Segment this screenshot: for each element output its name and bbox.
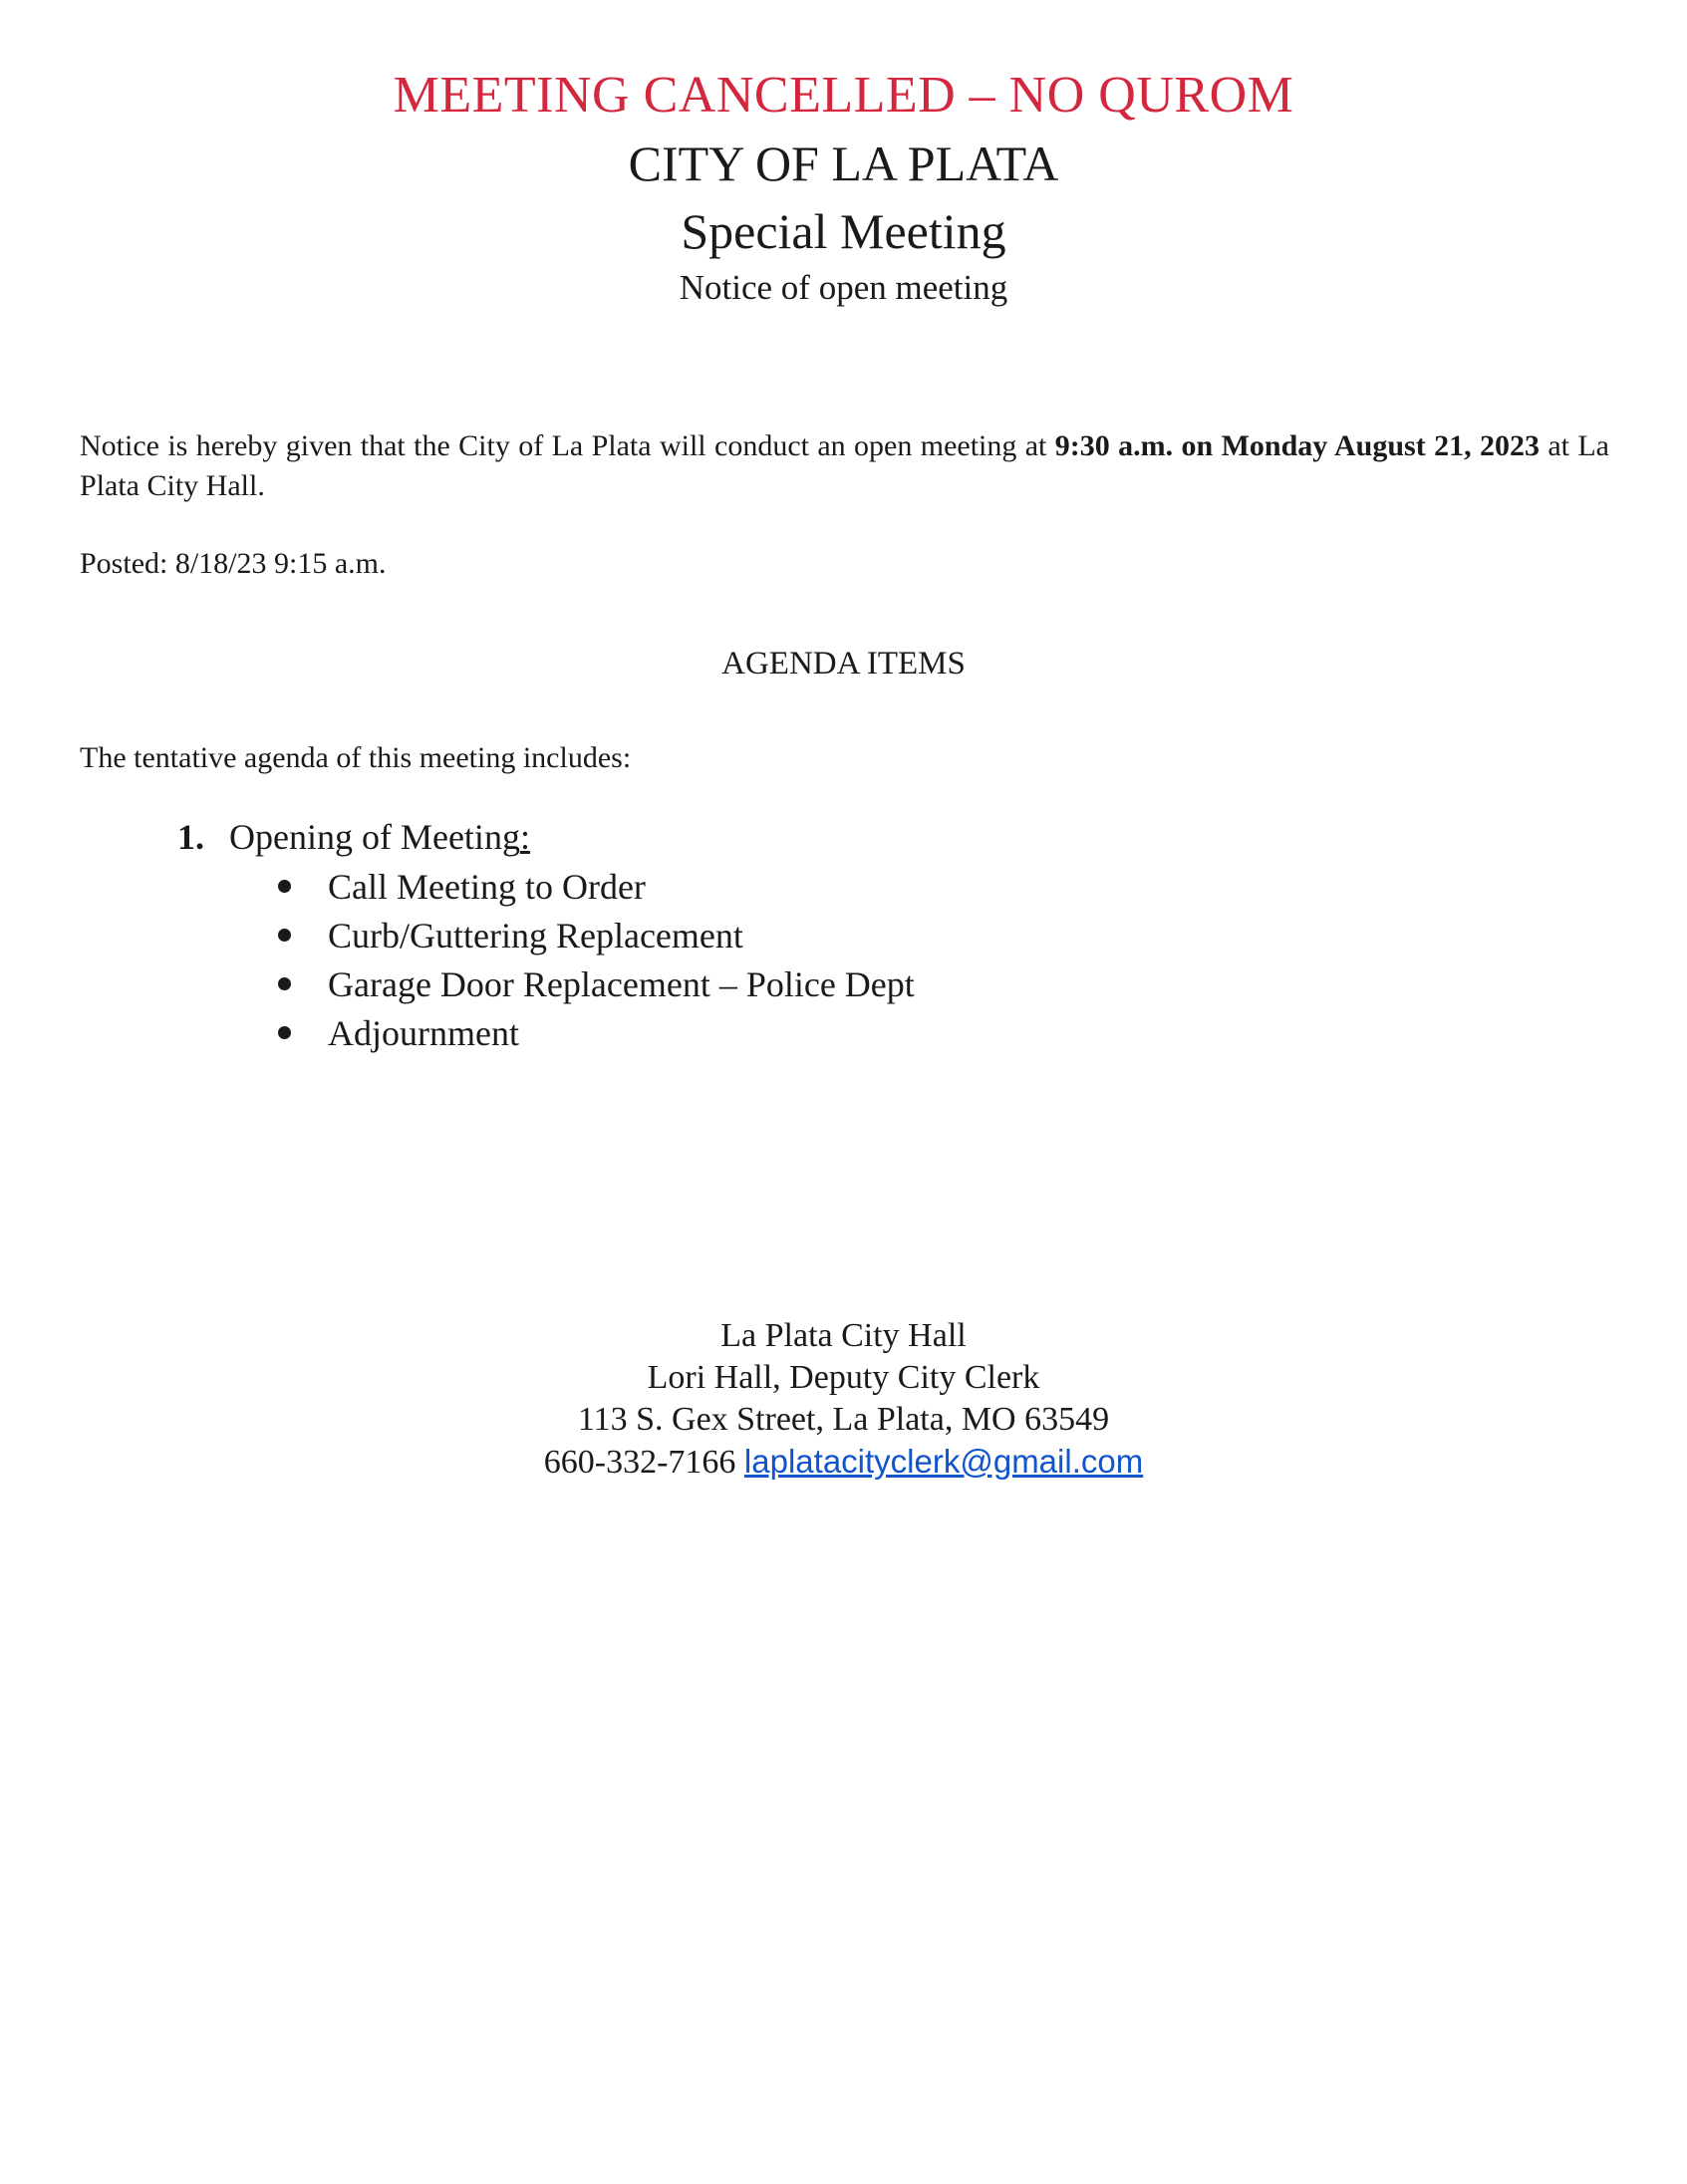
agenda-heading: AGENDA ITEMS [721, 646, 966, 682]
notice-paragraph [80, 426, 1609, 506]
bullet-icon [278, 929, 291, 942]
contact-footer [0, 1315, 1687, 1484]
footer-phone-email-line [0, 1441, 1687, 1484]
agenda-subitem [177, 862, 915, 911]
footer-phone: 660-332-7166 [543, 1444, 736, 1481]
agenda-intro: The tentative agenda of this meeting includes: [80, 741, 632, 774]
footer-address: 113 S. Gex Street, La Plata, MO 63549 [577, 1401, 1110, 1438]
agenda-item-number: 1. [177, 817, 204, 857]
agenda-subitem-label: Garage Door Replacement – Police Dept [328, 963, 915, 1004]
agenda-subitem [177, 959, 915, 1008]
notice-text-after: at La Plata City Hall. [80, 429, 1609, 502]
city-title: CITY OF LA PLATA [628, 136, 1059, 191]
notice-subtitle: Notice of open meeting [679, 268, 1008, 307]
bullet-icon [278, 1026, 291, 1039]
footer-contact-name: Lori Hall, Deputy City Clerk [647, 1359, 1040, 1396]
notice-text-before: Notice is hereby given that the City of La Plata will conduct an open meeting at [80, 429, 1055, 462]
agenda-subitem [177, 1008, 915, 1057]
cancelled-banner: MEETING CANCELLED – NO QUROM [393, 67, 1294, 124]
agenda-item-title-text: Opening of Meeting [229, 817, 520, 857]
posted-timestamp: Posted: 8/18/23 9:15 a.m. [80, 547, 387, 580]
agenda-subitem-label: Adjournment [328, 1012, 519, 1053]
agenda-item-colon: : [519, 817, 530, 857]
notice-time-date: 9:30 a.m. on Monday August 21, 2023 [1054, 429, 1540, 462]
agenda-subitem-label: Curb/Guttering Replacement [328, 915, 743, 956]
meeting-type-title: Special Meeting [681, 203, 1006, 259]
email-link[interactable]: laplatacityclerk@gmail.com [743, 1443, 1144, 1480]
agenda-item-title [229, 812, 530, 862]
agenda-subitem-label: Call Meeting to Order [328, 866, 646, 907]
agenda-subitems [177, 862, 915, 1057]
agenda-item [177, 812, 915, 862]
footer-location: La Plata City Hall [720, 1317, 967, 1354]
agenda-list [177, 812, 915, 1057]
bullet-icon [278, 977, 291, 990]
bullet-icon [278, 880, 291, 893]
agenda-subitem [177, 911, 915, 959]
